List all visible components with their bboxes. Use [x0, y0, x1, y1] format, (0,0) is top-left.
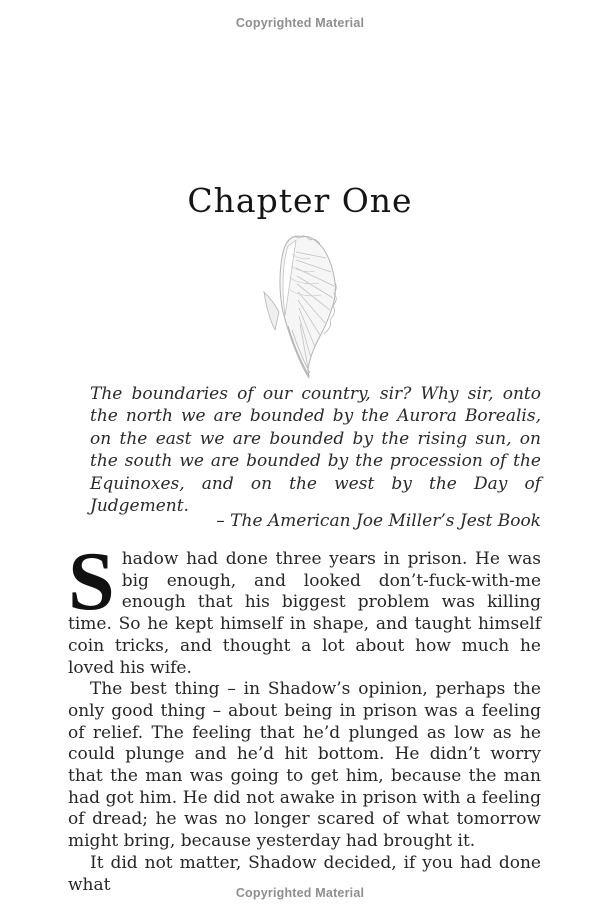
- copyright-watermark-top: Copyrighted Material: [235, 16, 365, 30]
- body-text: [68, 535, 541, 896]
- epigraph-text: The boundaries of our country, sir? Why sir, onto the north we are bounded by the Aurora Borealis, on the east we are bounded by the rising sun, on the south we are bounded by the procession of the Equinoxes, and on the west by the Day of Judgement.: [90, 384, 541, 517]
- paragraph-text: hadow had done three years in prison. He was big enough, and looked don’t-fuck-with-me enough that his biggest problem was killing time. So he kept himself in shape, and taught himself coin tricks, and thought a lot about how much he loved his wife.: [68, 549, 541, 678]
- body-paragraph: It did not matter, Shadow decided, if you had done what: [68, 852, 541, 895]
- epigraph: [90, 383, 541, 533]
- copyright-watermark-bottom: Copyrighted Material: [235, 886, 365, 900]
- epigraph-attribution: – The American Joe Miller’s Jest Book: [216, 511, 541, 532]
- body-paragraph: The best thing – in Shadow’s opinion, perhaps the only good thing – about being in prison was a feeling of relief. The feeling that he’d plunged as low as he could plunge and he’d hit bottom. He didn’t worry that the man was going to get him, because the man had got him. He did not awake in prison with a feeling of dread; he was no longer scared of what tomorrow might bring, because yesterday had brought it.: [68, 679, 541, 852]
- body-paragraph: [68, 535, 541, 679]
- dropcap: S: [68, 535, 115, 628]
- wing-icon: [252, 230, 348, 380]
- chapter-illustration: [252, 230, 348, 380]
- chapter-title: Chapter One: [187, 181, 413, 220]
